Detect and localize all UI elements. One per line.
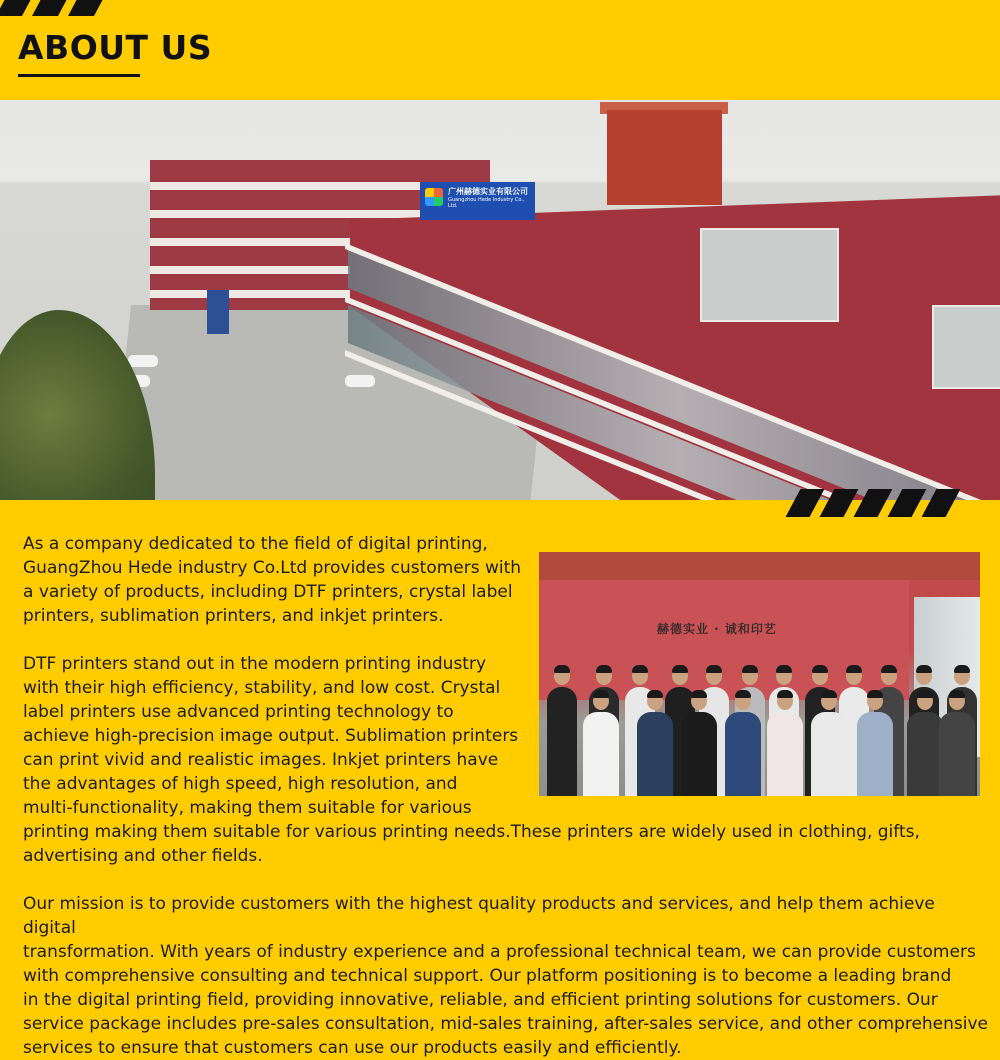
team-slogan: 赫德实业 · 诚和印艺 [657,622,777,636]
hazard-stripes-middle [793,489,953,517]
page-title: ABOUT US [18,28,213,67]
company-sign-en: Guangzhou Hede Industry Co., Ltd. [448,197,525,209]
factory-photo [0,100,1000,500]
truck [207,290,229,334]
company-sign [420,182,535,220]
rooftop-structure [607,110,722,205]
intro-paragraph: As a company dedicated to the field of digital printing, GuangZhou Hede industry Co.Ltd provides customers with a variety of products, including DTF printers, crystal label printers, sublimation printers, and inkjet printers. [23,534,522,626]
title-underline [18,74,140,77]
company-logo-icon [425,188,443,206]
mission-paragraph: Our mission is to provide customers with the highest quality products and services, and help them achieve digital transformation. With years of industry experience and a professional technical team, we can provide customers with comprehensive consulting and technical support. Our platform positioning is to become a leading brand in the digital printing field, providing innovative, reliable, and efficient printing solutions for customers. Our service package includes pre-sales consultation, mid-sales training, after-sales service, and other comprehensive services to ensure that customers can use our products easily and efficiently. [23,894,989,1058]
hazard-stripes-top [4,0,102,16]
company-sign-cn: 广州赫德实业有限公司 [448,187,528,196]
products-paragraph: DTF printers stand out in the modern printing industry with their high efficiency, stability, and low cost. Crystal label printers use advanced printing technology to achieve high-precision image output. Sublimation printers can print vivid and realistic images. Inkjet printers have the advantages of high speed, high resolution, and multi-functionality, making them suitable for various printing making them suitable for various printing needs.These printers are widely used in clothing, gifts, advertising and other fields. [23,654,920,866]
